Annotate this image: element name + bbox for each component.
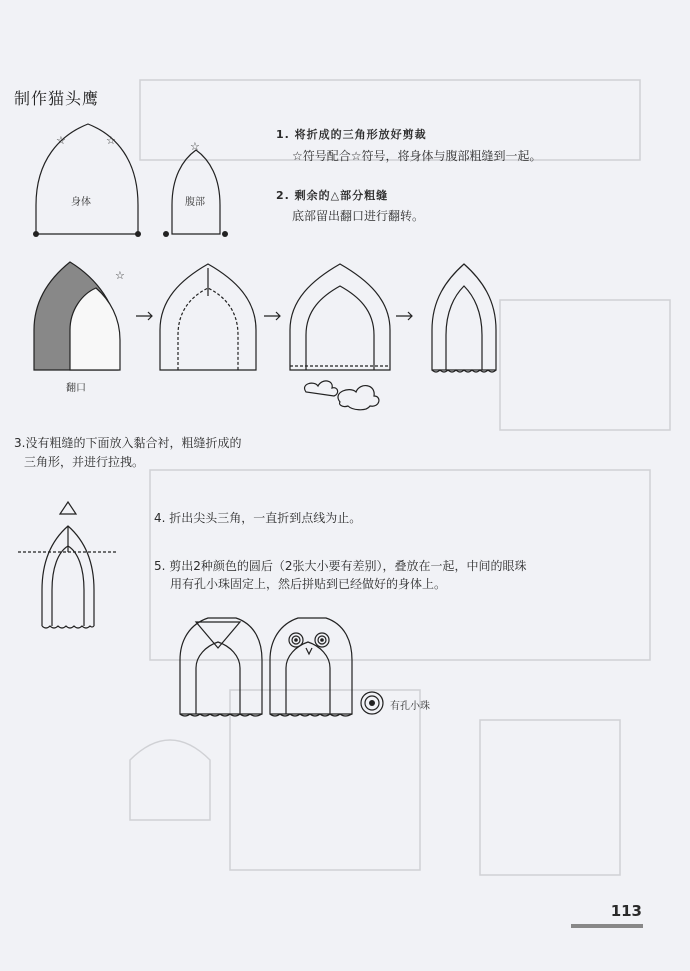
triangle-mark <box>60 502 76 514</box>
corner-dot <box>33 231 39 237</box>
star-mark: ☆ <box>115 269 125 282</box>
owl-pupil <box>294 638 298 642</box>
belly-pattern <box>172 150 220 234</box>
fold-owl-wavy-bottom <box>42 626 94 628</box>
owl-head-fold <box>196 622 240 648</box>
owl-with-eyes-outline <box>270 618 352 714</box>
cloud <box>338 386 379 410</box>
owl-without-eyes-outline <box>180 618 262 714</box>
step5-line2: 用有孔小珠固定上，然后拼贴到已经做好的身体上。 <box>170 577 447 591</box>
step-owl-inner <box>178 288 238 370</box>
owl-beak <box>306 648 312 654</box>
star-mark: ☆ <box>106 134 116 147</box>
step5-line1: 5. 剪出2种颜色的圆后（2张大小要有差别），叠放在一起，中间的眼珠 <box>154 559 527 573</box>
star-mark: ☆ <box>190 140 200 153</box>
step2-title: 2. 剩余的△部分粗缝 <box>276 189 389 202</box>
step1-body: ☆符号配合☆符号，将身体与腹部粗缝到一起。 <box>292 149 542 163</box>
corner-dot <box>163 231 169 237</box>
page-number-underline <box>571 924 643 928</box>
corner-dot <box>135 231 141 237</box>
corner-dot <box>222 231 228 237</box>
step2-body: 底部留出翻口进行翻转。 <box>292 209 425 223</box>
final-owl-inner <box>446 286 482 370</box>
step3-line1: 3.没有粗缝的下面放入黏合衬，粗缝折成的 <box>14 436 242 450</box>
page-title: 制作猫头鹰 <box>14 89 100 108</box>
arrow <box>264 312 280 320</box>
body-pattern <box>36 124 138 234</box>
step4: 4. 折出尖头三角，一直折到点线为止。 <box>154 511 362 525</box>
final-owl-outline <box>432 264 496 370</box>
step1-title: 1. 将折成的三角形放好剪裁 <box>276 128 427 141</box>
fold-owl-inner <box>52 546 84 626</box>
step3-line2: 三角形，并进行拉拽。 <box>24 455 145 469</box>
label-body: 身体 <box>71 197 91 208</box>
step2-owl-outline <box>290 264 390 370</box>
star-mark: ☆ <box>56 134 66 147</box>
cloud <box>305 381 338 396</box>
arrow <box>136 312 152 320</box>
bead-center <box>369 700 375 706</box>
step2-owl-inner <box>306 286 374 370</box>
label-belly: 腹部 <box>185 197 205 208</box>
arrow <box>396 312 412 320</box>
owl-pupil <box>320 638 324 642</box>
label-bead: 有孔小珠 <box>390 701 430 712</box>
label-opening: 翻口 <box>66 383 86 394</box>
page-number: 113 <box>610 902 642 920</box>
owl-belly <box>196 642 240 714</box>
